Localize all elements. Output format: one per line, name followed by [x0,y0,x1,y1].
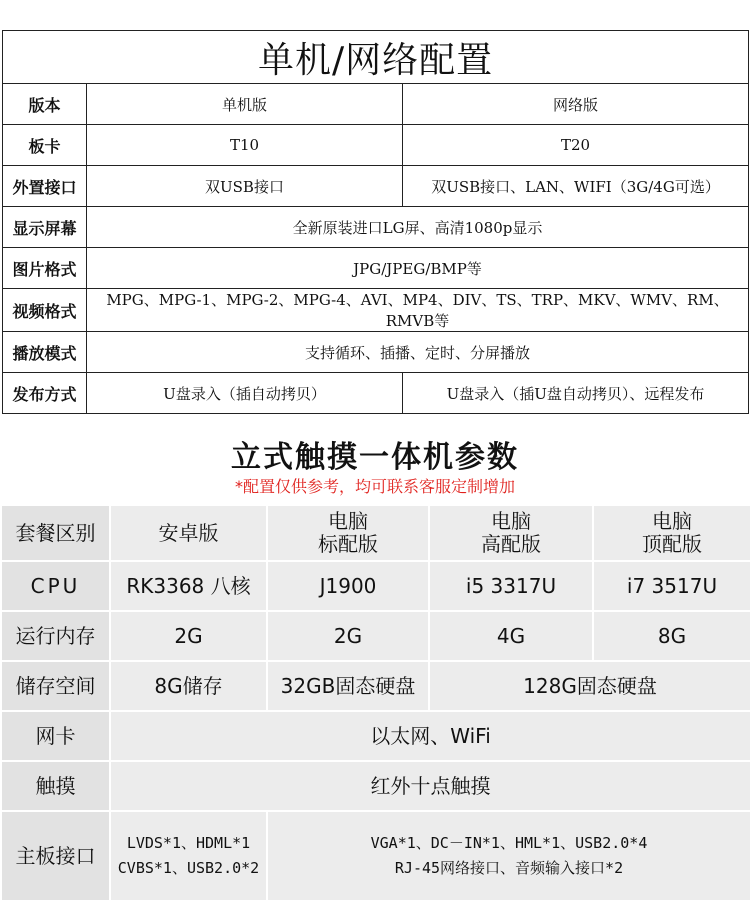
cell-network-board: T20 [403,125,749,166]
cell-network-version: 网络版 [403,84,749,125]
table-row [3,125,749,166]
table-row [3,332,749,373]
cell-ram-android: 2G [110,611,267,661]
row-label-package: 套餐区别 [1,505,110,561]
table-row [3,166,749,207]
config-disclaimer-note: *配置仅供参考，均可联系客服定制增加 [234,477,515,496]
cell-standalone-board: T10 [87,125,403,166]
cell-standalone-publish: U盘录入（插自动拷贝） [87,373,403,414]
row-label-display: 显示屏幕 [3,207,87,248]
cell-network-ports: 双USB接口、LAN、WIFI（3G/4G可选） [403,166,749,207]
table-row [3,84,749,125]
row-label-storage: 储存空间 [1,661,110,711]
cell-cpu-high: i5 3317U [429,561,593,611]
row-label-board-ports: 主板接口 [1,811,110,901]
col-pc-high: 电脑 高配版 [429,505,593,561]
table-row [1,711,750,761]
cell-ram-high: 4G [429,611,593,661]
cell-cpu-top: i7 3517U [593,561,750,611]
row-label-network: 网卡 [1,711,110,761]
cell-cpu-standard: J1900 [267,561,429,611]
row-label-image-format: 图片格式 [3,248,87,289]
table-row [1,761,750,811]
cell-cpu-android: RK3368 八核 [110,561,267,611]
table-row [3,373,749,414]
table-row [1,561,750,611]
cell-ram-top: 8G [593,611,750,661]
touch-kiosk-spec-table [0,504,750,902]
cell-storage-standard: 32GB固态硬盘 [267,661,429,711]
row-label-touch: 触摸 [1,761,110,811]
table-row [3,248,749,289]
table-row [3,207,749,248]
col-pc-top: 电脑 顶配版 [593,505,750,561]
row-label-publish-method: 发布方式 [3,373,87,414]
single-network-config-table [2,30,749,414]
cell-image-format: JPG/JPEG/BMP等 [87,248,749,289]
col-android: 安卓版 [110,505,267,561]
table-row [1,611,750,661]
col-pc-standard: 电脑 标配版 [267,505,429,561]
touch-kiosk-section-title: 立式触摸一体机参数 [231,440,519,475]
cell-network-publish: U盘录入（插U盘自动拷贝）、远程发布 [403,373,749,414]
table-row [1,505,750,561]
cell-standalone-version: 单机版 [87,84,403,125]
cell-network: 以太网、WiFi [110,711,750,761]
row-label-video-format: 视频格式 [3,289,87,332]
config-table-title: 单机/网络配置 [3,31,749,84]
cell-board-pc: VGA*1、DC－IN*1、HML*1、USB2.0*4 RJ-45网络接口、音频输入接口*2 [267,811,750,901]
row-label-version: 版本 [3,84,87,125]
cell-storage-high-top: 128G固态硬盘 [429,661,750,711]
cell-standalone-ports: 双USB接口 [87,166,403,207]
cell-play-mode: 支持循环、插播、定时、分屏播放 [87,332,749,373]
table-row [1,811,750,901]
table-row [1,661,750,711]
row-label-cpu: CPU [1,561,110,611]
cell-ram-standard: 2G [267,611,429,661]
cell-board-android: LVDS*1、HDML*1 CVBS*1、USB2.0*2 [110,811,267,901]
row-label-play-mode: 播放模式 [3,332,87,373]
cell-touch: 红外十点触摸 [110,761,750,811]
cell-storage-android: 8G储存 [110,661,267,711]
row-label-board: 板卡 [3,125,87,166]
cell-video-format: MPG、MPG-1、MPG-2、MPG-4、AVI、MP4、DIV、TS、TRP、MKV、WMV、RM、RMVB等 [87,289,749,332]
row-label-ram: 运行内存 [1,611,110,661]
row-label-external-ports: 外置接口 [3,166,87,207]
table-row [3,289,749,332]
cell-display: 全新原装进口LG屏、高清1080p显示 [87,207,749,248]
